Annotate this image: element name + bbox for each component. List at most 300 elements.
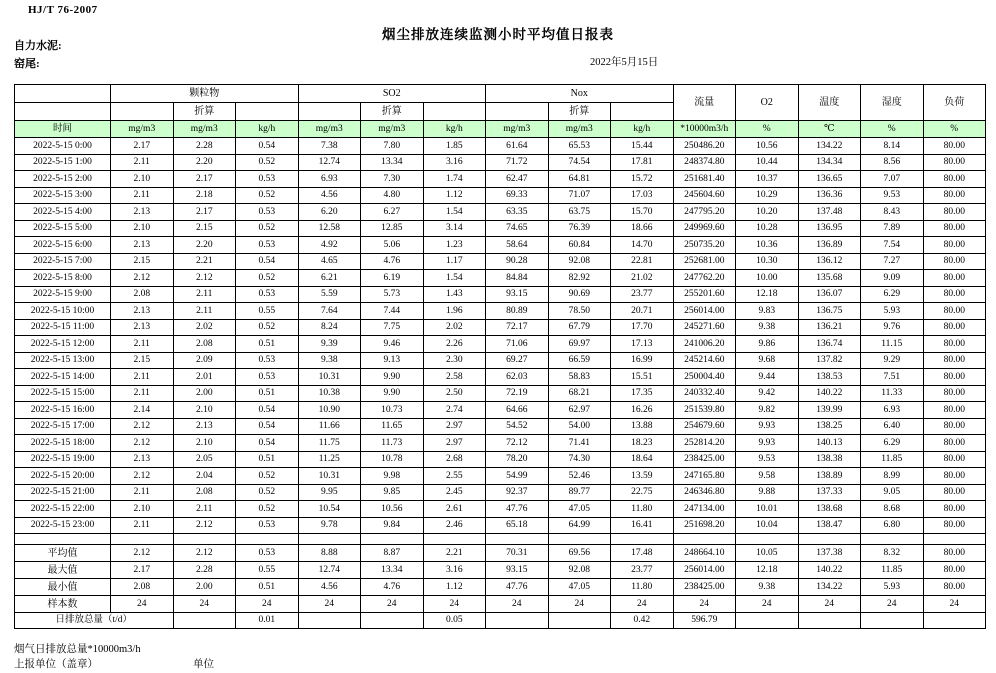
table-cell: 8.14 [861, 138, 924, 155]
table-cell: 2.12 [173, 545, 236, 562]
table-cell: 0.54 [236, 418, 299, 435]
table-cell: 54.99 [486, 468, 549, 485]
table-cell: 7.07 [861, 171, 924, 188]
table-cell: 90.69 [548, 286, 611, 303]
table-cell: 2.08 [173, 484, 236, 501]
header-blank-cell [15, 103, 111, 121]
table-cell: 72.12 [486, 435, 549, 452]
table-row [15, 369, 986, 386]
table-cell: 11.85 [861, 562, 924, 579]
blank-cell [736, 534, 799, 545]
table-cell: 18.66 [611, 220, 674, 237]
table-cell: 0.52 [236, 154, 299, 171]
table-cell: 23.77 [611, 562, 674, 579]
table-cell: 137.33 [798, 484, 861, 501]
blank-cell [173, 534, 236, 545]
table-cell: 2.02 [173, 319, 236, 336]
table-cell: 2.20 [173, 154, 236, 171]
table-cell: 9.84 [361, 517, 424, 534]
table-cell: 2.11 [111, 336, 174, 353]
table-cell [548, 613, 611, 629]
group-header-so2: SO2 [298, 85, 486, 103]
table-cell: 8.56 [861, 154, 924, 171]
unit-cell: mg/m3 [173, 121, 236, 138]
table-cell: 17.70 [611, 319, 674, 336]
header-blank-cell [486, 103, 549, 121]
table-cell: 82.92 [548, 270, 611, 287]
table-cell: 47.76 [486, 501, 549, 518]
table-cell: 2.12 [111, 270, 174, 287]
unit-cell: % [736, 121, 799, 138]
table-cell: 9.78 [298, 517, 361, 534]
table-row [15, 517, 986, 534]
blank-cell [548, 534, 611, 545]
blank-cell [423, 534, 486, 545]
time-cell: 2022-5-15 10:00 [15, 303, 111, 320]
table-row [15, 418, 986, 435]
table-cell: 12.18 [736, 286, 799, 303]
table-cell: 9.39 [298, 336, 361, 353]
unit-cell: mg/m3 [111, 121, 174, 138]
table-row [15, 319, 986, 336]
table-cell: 93.15 [486, 286, 549, 303]
table-cell: 11.80 [611, 579, 674, 596]
table-cell: 71.72 [486, 154, 549, 171]
blank-cell [798, 534, 861, 545]
table-cell [798, 613, 861, 629]
table-cell: 7.51 [861, 369, 924, 386]
table-cell: 2.28 [173, 562, 236, 579]
table-cell: 2.09 [173, 352, 236, 369]
table-cell: 52.46 [548, 468, 611, 485]
table-cell: 9.29 [861, 352, 924, 369]
table-cell: 139.99 [798, 402, 861, 419]
table-row [15, 451, 986, 468]
table-cell: 9.46 [361, 336, 424, 353]
table-cell: 254679.60 [673, 418, 736, 435]
table-cell: 80.00 [923, 270, 986, 287]
table-cell: 2.15 [111, 352, 174, 369]
time-cell: 2022-5-15 20:00 [15, 468, 111, 485]
header-o2: O2 [736, 85, 799, 121]
time-cell: 2022-5-15 13:00 [15, 352, 111, 369]
time-cell: 2022-5-15 12:00 [15, 336, 111, 353]
table-cell: 256014.00 [673, 303, 736, 320]
summary-label-cell: 最大值 [15, 562, 111, 579]
table-cell: 22.75 [611, 484, 674, 501]
header-blank-cell [236, 103, 299, 121]
table-cell: 10.31 [298, 369, 361, 386]
time-cell: 2022-5-15 0:00 [15, 138, 111, 155]
blank-cell [861, 534, 924, 545]
table-cell: 256014.00 [673, 562, 736, 579]
table-cell: 47.05 [548, 579, 611, 596]
table-cell: 2.10 [173, 435, 236, 452]
table-cell: 2.26 [423, 336, 486, 353]
table-row [15, 270, 986, 287]
table-cell: 66.59 [548, 352, 611, 369]
table-cell: 65.53 [548, 138, 611, 155]
table-cell: 7.64 [298, 303, 361, 320]
table-cell: 80.00 [923, 517, 986, 534]
table-cell: 6.93 [861, 402, 924, 419]
table-cell: 0.54 [236, 138, 299, 155]
table-cell: 67.79 [548, 319, 611, 336]
table-cell: 2.10 [111, 220, 174, 237]
table-cell: 15.51 [611, 369, 674, 386]
table-cell: 7.80 [361, 138, 424, 155]
page-title: 烟尘排放连续监测小时平均值日报表 [382, 27, 614, 42]
table-cell: 80.00 [923, 451, 986, 468]
table-cell: 76.39 [548, 220, 611, 237]
table-cell: 11.75 [298, 435, 361, 452]
table-cell: 2.11 [173, 501, 236, 518]
table-row [15, 468, 986, 485]
table-cell: 247134.00 [673, 501, 736, 518]
table-cell: 18.64 [611, 451, 674, 468]
table-cell: 24 [111, 596, 174, 613]
table-cell: 18.23 [611, 435, 674, 452]
table-cell: 17.48 [611, 545, 674, 562]
table-cell: 240332.40 [673, 385, 736, 402]
table-cell: 5.93 [861, 579, 924, 596]
table-cell: 4.76 [361, 253, 424, 270]
table-cell: 90.28 [486, 253, 549, 270]
table-cell: 2.61 [423, 501, 486, 518]
time-cell: 2022-5-15 2:00 [15, 171, 111, 188]
table-cell: 10.31 [298, 468, 361, 485]
table-cell: 58.64 [486, 237, 549, 254]
table-cell: 80.00 [923, 369, 986, 386]
table-cell: 11.85 [861, 451, 924, 468]
table-cell: 24 [923, 596, 986, 613]
table-cell: 13.59 [611, 468, 674, 485]
table-cell: 2.46 [423, 517, 486, 534]
table-cell: 245604.60 [673, 187, 736, 204]
table-cell: 80.00 [923, 220, 986, 237]
table-cell: 2.12 [173, 517, 236, 534]
table-cell: 9.90 [361, 369, 424, 386]
table-cell [486, 613, 549, 629]
table-cell: 47.76 [486, 579, 549, 596]
table-cell: 2.15 [173, 220, 236, 237]
table-cell: 2.11 [111, 484, 174, 501]
table-cell: 2.12 [173, 270, 236, 287]
table-cell: 6.29 [861, 435, 924, 452]
table-cell: 12.74 [298, 562, 361, 579]
table-cell: 1.23 [423, 237, 486, 254]
table-cell: 10.90 [298, 402, 361, 419]
table-cell: 7.27 [861, 253, 924, 270]
table-cell: 10.29 [736, 187, 799, 204]
table-cell: 140.22 [798, 562, 861, 579]
table-cell: 10.20 [736, 204, 799, 221]
table-cell: 0.51 [236, 336, 299, 353]
header-load: 负荷 [923, 85, 986, 121]
table-cell: 247795.20 [673, 204, 736, 221]
table-cell: 4.56 [298, 579, 361, 596]
table-cell: 2.13 [111, 319, 174, 336]
table-cell: 2.13 [111, 204, 174, 221]
table-cell: 54.52 [486, 418, 549, 435]
table-row [15, 484, 986, 501]
table-cell: 2.17 [173, 204, 236, 221]
table-cell: 0.54 [236, 253, 299, 270]
summary-row [15, 579, 986, 596]
table-cell: 0.52 [236, 501, 299, 518]
table-cell: 2.00 [173, 579, 236, 596]
table-row [15, 435, 986, 452]
table-cell: 15.44 [611, 138, 674, 155]
daily-total-row [15, 613, 986, 629]
table-cell: 23.77 [611, 286, 674, 303]
table-cell: 84.84 [486, 270, 549, 287]
table-cell: 21.02 [611, 270, 674, 287]
table-cell: 2.00 [173, 385, 236, 402]
blank-cell [111, 534, 174, 545]
table-cell: 10.56 [361, 501, 424, 518]
table-row [15, 237, 986, 254]
header-converted-nox: 折算 [548, 103, 611, 121]
table-cell: 80.00 [923, 545, 986, 562]
header-blank-cell [611, 103, 674, 121]
summary-label-cell: 平均值 [15, 545, 111, 562]
table-cell: 0.42 [611, 613, 674, 629]
table-cell: 1.12 [423, 579, 486, 596]
table-cell: 2.02 [423, 319, 486, 336]
table-cell: 64.66 [486, 402, 549, 419]
table-cell: 138.53 [798, 369, 861, 386]
unit-cell: *10000m3/h [673, 121, 736, 138]
table-cell: 255201.60 [673, 286, 736, 303]
table-cell: 2.08 [173, 336, 236, 353]
table-cell: 69.33 [486, 187, 549, 204]
table-cell: 9.38 [736, 579, 799, 596]
table-row [15, 220, 986, 237]
table-cell: 2.04 [173, 468, 236, 485]
table-cell: 24 [173, 596, 236, 613]
table-cell: 10.54 [298, 501, 361, 518]
time-cell: 2022-5-15 7:00 [15, 253, 111, 270]
table-cell: 16.41 [611, 517, 674, 534]
table-cell: 54.00 [548, 418, 611, 435]
daily-total-label-cell: 日排放总量（t/d） [15, 613, 174, 629]
table-cell: 136.75 [798, 303, 861, 320]
table-cell: 11.33 [861, 385, 924, 402]
table-cell: 13.34 [361, 562, 424, 579]
table-cell: 10.38 [298, 385, 361, 402]
table-cell: 47.05 [548, 501, 611, 518]
table-cell: 2.11 [173, 286, 236, 303]
table-cell: 238425.00 [673, 451, 736, 468]
table-cell: 24 [423, 596, 486, 613]
table-cell [173, 613, 236, 629]
table-cell: 4.65 [298, 253, 361, 270]
blank-cell [923, 534, 986, 545]
table-cell: 9.05 [861, 484, 924, 501]
table-cell: 248374.80 [673, 154, 736, 171]
table-cell: 8.99 [861, 468, 924, 485]
table-cell: 24 [298, 596, 361, 613]
table-cell [361, 613, 424, 629]
unit-cell: kg/h [236, 121, 299, 138]
table-cell: 24 [861, 596, 924, 613]
table-cell: 7.30 [361, 171, 424, 188]
table-cell: 14.70 [611, 237, 674, 254]
table-cell: 1.96 [423, 303, 486, 320]
table-cell: 2.28 [173, 138, 236, 155]
header-blank-cell [111, 103, 174, 121]
table-cell: 72.17 [486, 319, 549, 336]
table-cell: 3.14 [423, 220, 486, 237]
table-cell: 8.68 [861, 501, 924, 518]
table-cell: 92.08 [548, 562, 611, 579]
table-cell: 135.68 [798, 270, 861, 287]
table-cell: 7.54 [861, 237, 924, 254]
header-temperature: 温度 [798, 85, 861, 121]
table-cell: 10.00 [736, 270, 799, 287]
table-cell: 7.44 [361, 303, 424, 320]
table-cell: 1.54 [423, 204, 486, 221]
table-cell: 2.55 [423, 468, 486, 485]
summary-row [15, 562, 986, 579]
table-cell: 0.54 [236, 402, 299, 419]
unit-cell: mg/m3 [548, 121, 611, 138]
time-cell: 2022-5-15 4:00 [15, 204, 111, 221]
header-blank-cell [423, 103, 486, 121]
table-cell: 2.14 [111, 402, 174, 419]
time-cell: 2022-5-15 9:00 [15, 286, 111, 303]
table-cell: 1.74 [423, 171, 486, 188]
table-cell: 2.17 [111, 562, 174, 579]
table-cell: 80.00 [923, 579, 986, 596]
table-cell: 70.31 [486, 545, 549, 562]
table-cell: 248664.10 [673, 545, 736, 562]
table-cell: 15.72 [611, 171, 674, 188]
table-cell: 9.42 [736, 385, 799, 402]
table-row [15, 171, 986, 188]
table-cell: 74.30 [548, 451, 611, 468]
table-cell: 16.99 [611, 352, 674, 369]
table-cell: 74.65 [486, 220, 549, 237]
table-cell: 80.00 [923, 435, 986, 452]
table-cell: 2.11 [111, 385, 174, 402]
table-cell: 20.71 [611, 303, 674, 320]
table-cell: 10.36 [736, 237, 799, 254]
table-row [15, 138, 986, 155]
table-cell: 5.06 [361, 237, 424, 254]
table-cell: 4.56 [298, 187, 361, 204]
unit-cell: % [861, 121, 924, 138]
time-cell: 2022-5-15 6:00 [15, 237, 111, 254]
table-cell: 251681.40 [673, 171, 736, 188]
table-cell: 17.81 [611, 154, 674, 171]
table-row [15, 303, 986, 320]
time-column-header: 时间 [15, 121, 111, 138]
table-cell: 0.52 [236, 270, 299, 287]
table-cell: 2.08 [111, 286, 174, 303]
table-cell: 2.11 [111, 154, 174, 171]
table-cell: 0.52 [236, 468, 299, 485]
table-row [15, 336, 986, 353]
table-cell: 250486.20 [673, 138, 736, 155]
table-cell: 2.68 [423, 451, 486, 468]
table-cell: 13.88 [611, 418, 674, 435]
table-cell: 65.18 [486, 517, 549, 534]
header-blank-cell [298, 103, 361, 121]
table-cell: 5.73 [361, 286, 424, 303]
table-cell: 0.53 [236, 171, 299, 188]
table-cell: 2.12 [111, 545, 174, 562]
table-cell: 1.43 [423, 286, 486, 303]
table-cell: 2.17 [173, 171, 236, 188]
table-cell: 136.07 [798, 286, 861, 303]
table-cell: 69.27 [486, 352, 549, 369]
unit-label: 单位 [193, 659, 214, 670]
table-cell: 93.15 [486, 562, 549, 579]
table-cell: 24 [611, 596, 674, 613]
table-cell: 2.50 [423, 385, 486, 402]
table-cell: 138.68 [798, 501, 861, 518]
table-cell: 136.74 [798, 336, 861, 353]
table-cell: 80.00 [923, 352, 986, 369]
table-cell: 136.12 [798, 253, 861, 270]
table-cell: 2.74 [423, 402, 486, 419]
time-cell: 2022-5-15 3:00 [15, 187, 111, 204]
table-cell: 11.73 [361, 435, 424, 452]
table-row [15, 402, 986, 419]
table-row [15, 187, 986, 204]
table-cell: 24 [548, 596, 611, 613]
table-cell: 6.20 [298, 204, 361, 221]
header-converted-pm: 折算 [173, 103, 236, 121]
table-cell: 10.28 [736, 220, 799, 237]
table-cell: 10.56 [736, 138, 799, 155]
table-cell: 78.20 [486, 451, 549, 468]
table-cell: 62.03 [486, 369, 549, 386]
table-cell: 6.40 [861, 418, 924, 435]
time-cell: 2022-5-15 19:00 [15, 451, 111, 468]
table-cell: 4.76 [361, 579, 424, 596]
table-cell: 2.97 [423, 435, 486, 452]
table-cell [861, 613, 924, 629]
unit-cell: mg/m3 [486, 121, 549, 138]
table-cell: 7.89 [861, 220, 924, 237]
table-cell: 250735.20 [673, 237, 736, 254]
table-cell: 69.56 [548, 545, 611, 562]
table-cell: 12.74 [298, 154, 361, 171]
table-cell: 80.00 [923, 204, 986, 221]
table-cell: 3.16 [423, 154, 486, 171]
table-cell: 6.27 [361, 204, 424, 221]
table-cell: 2.11 [173, 303, 236, 320]
table-cell: 0.51 [236, 385, 299, 402]
table-cell: 80.00 [923, 402, 986, 419]
table-cell: 74.54 [548, 154, 611, 171]
time-cell: 2022-5-15 1:00 [15, 154, 111, 171]
table-cell: 241006.20 [673, 336, 736, 353]
table-cell: 2.12 [111, 468, 174, 485]
table-cell: 24 [736, 596, 799, 613]
blank-cell [611, 534, 674, 545]
table-cell: 9.53 [861, 187, 924, 204]
table-cell: 138.25 [798, 418, 861, 435]
time-cell: 2022-5-15 21:00 [15, 484, 111, 501]
table-cell: 596.79 [673, 613, 736, 629]
table-cell: 7.38 [298, 138, 361, 155]
table-cell: 80.00 [923, 237, 986, 254]
table-cell: 2.15 [111, 253, 174, 270]
